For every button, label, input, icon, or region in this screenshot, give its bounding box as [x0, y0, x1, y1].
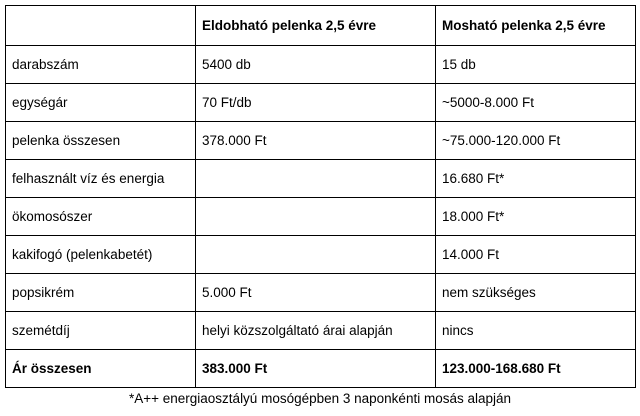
table-total-row [6, 350, 636, 388]
disposable-value: 70 Ft/db [196, 84, 436, 122]
washable-value: 14.000 Ft [436, 236, 636, 274]
header-cell-washable: Mosható pelenka 2,5 évre [436, 6, 636, 46]
row-label: szemétdíj [6, 312, 196, 350]
washable-value: nem szükséges [436, 274, 636, 312]
header-cell-empty [6, 6, 196, 46]
washable-value: nincs [436, 312, 636, 350]
total-label: Ár összesen [6, 350, 196, 388]
table-header-row [6, 6, 636, 46]
disposable-value [196, 198, 436, 236]
diaper-cost-table [5, 5, 636, 388]
washable-value: 16.680 Ft* [436, 160, 636, 198]
row-label: kakifogó (pelenkabetét) [6, 236, 196, 274]
disposable-value: 378.000 Ft [196, 122, 436, 160]
washable-value: 18.000 Ft* [436, 198, 636, 236]
table-row [6, 46, 636, 84]
header-cell-disposable: Eldobható pelenka 2,5 évre [196, 6, 436, 46]
table-row [6, 160, 636, 198]
table-row [6, 122, 636, 160]
disposable-value: 5.000 Ft [196, 274, 436, 312]
row-label: darabszám [6, 46, 196, 84]
washable-value: 15 db [436, 46, 636, 84]
washable-value: ~75.000-120.000 Ft [436, 122, 636, 160]
washable-value: ~5000-8.000 Ft [436, 84, 636, 122]
table-row [6, 274, 636, 312]
total-disposable: 383.000 Ft [196, 350, 436, 388]
disposable-value: 5400 db [196, 46, 436, 84]
disposable-value: helyi közszolgáltató árai alapján [196, 312, 436, 350]
footnote: *A++ energiaosztályú mosógépben 3 naponkénti mosás alapján [128, 391, 511, 406]
diaper-cost-table-container [5, 5, 635, 388]
row-label: felhasznált víz és energia [6, 160, 196, 198]
table-row [6, 198, 636, 236]
table-row [6, 84, 636, 122]
row-label: egységár [6, 84, 196, 122]
row-label: pelenka összesen [6, 122, 196, 160]
row-label: popsikrém [6, 274, 196, 312]
table-row [6, 236, 636, 274]
row-label: ökomosószer [6, 198, 196, 236]
total-washable: 123.000-168.680 Ft [436, 350, 636, 388]
disposable-value [196, 160, 436, 198]
disposable-value [196, 236, 436, 274]
table-row [6, 312, 636, 350]
